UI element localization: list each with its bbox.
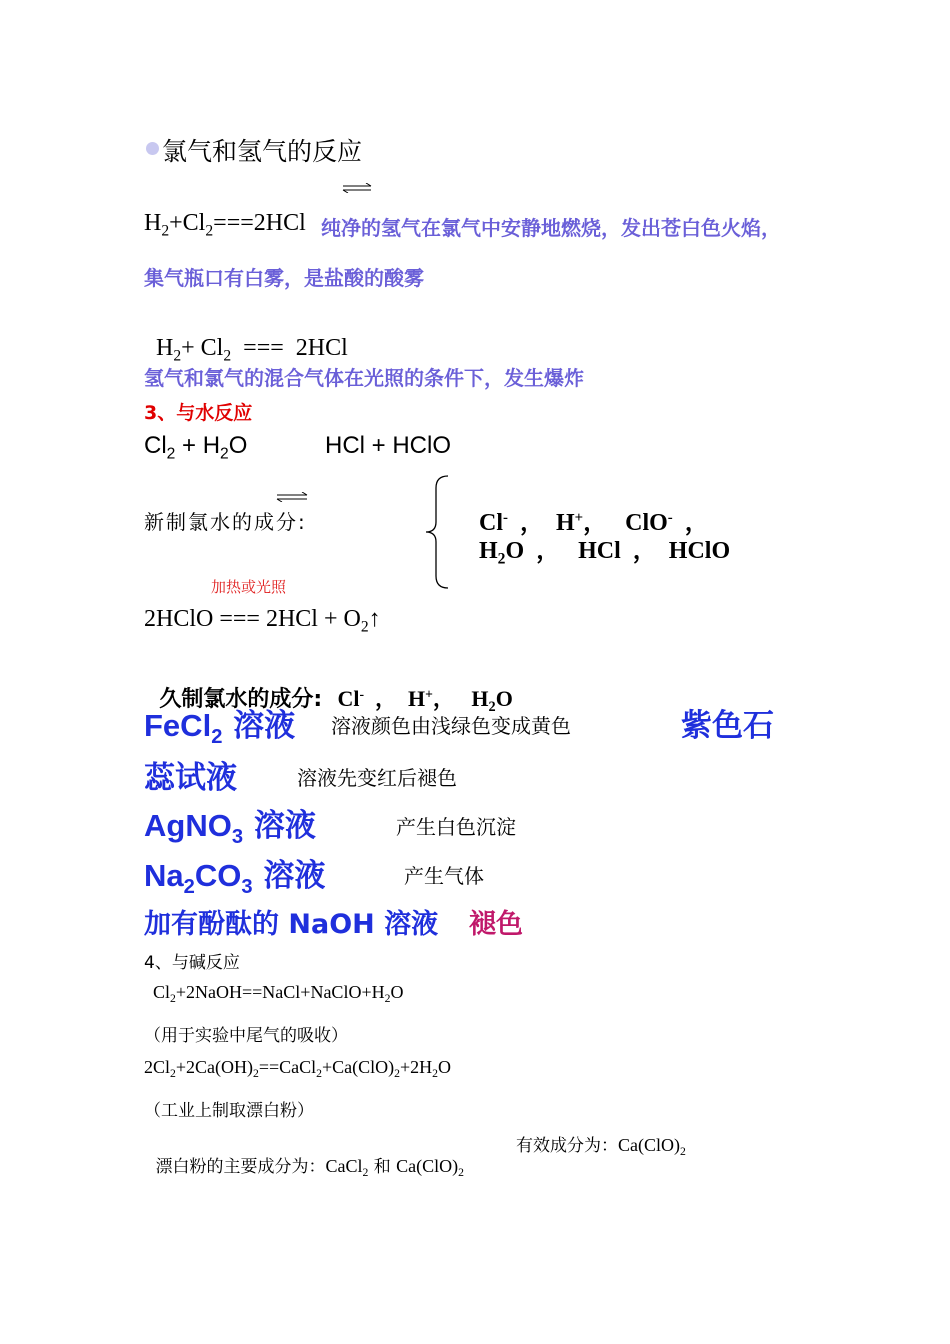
equation-decomposition: 2HClO === $2HCl + O_2↑$ — [144, 606, 381, 636]
condition-label: 加热或光照 — [211, 578, 287, 596]
bullet-icon — [146, 142, 159, 155]
fresh-components-row2: $H_2O$ ， HCl ， HClO — [479, 538, 731, 568]
na2co3-solution-label: $Na_2CO_3$ 溶液 — [144, 858, 326, 899]
naoh-phenolphthalein-label: 加有酚酞的 NaOH 溶液 — [144, 909, 439, 940]
equation-calcium-hydroxide: $2Cl_2+2Ca(OH)_2==CaCl_2+Ca(ClO)_2+2H_2O$ — [144, 1057, 451, 1081]
section-3-title: 3、与水反应 — [144, 402, 253, 424]
section-heading-h2-reaction: 氯气和氢气的反应 — [162, 137, 363, 166]
litmus-result: 溶液先变红后褪色 — [297, 766, 457, 790]
fecl2-solution-label: FeCl$_2$ 溶液 — [144, 708, 296, 749]
equation-light: $H_2+ Cl_2$ === 2HCl — [156, 335, 348, 365]
agno3-solution-label: AgNO$_3$ 溶液 — [144, 808, 316, 849]
section-4-title: 4、与碱反应 — [144, 953, 240, 973]
equilibrium-arrow-icon — [276, 487, 308, 497]
burning-description-line2: 集气瓶口有白雾，是盐酸的酸雾 — [144, 266, 424, 290]
agno3-result: 产生白色沉淀 — [396, 815, 516, 839]
old-chlorine-water-components: 久制氯水的成分: Cl- ， H+， $H_2O$ — [159, 686, 513, 715]
bleaching-powder-effective: 有效成分为：$Ca(ClO)_2$ — [516, 1135, 686, 1159]
equation-water-products: HCl + HClO — [325, 432, 452, 459]
naoh-note: （用于实验中尾气的吸收） — [144, 1026, 348, 1046]
equilibrium-arrow-icon — [342, 178, 372, 188]
bleaching-powder-composition: 漂白粉的主要成分为：CaCl$_2$ 和 $Ca(ClO)_2$ — [155, 1156, 464, 1180]
litmus-label-part2: 蕊试液 — [144, 760, 237, 796]
naoh-phenolphthalein-result: 褪色 — [469, 909, 523, 940]
left-brace-icon — [422, 474, 452, 590]
equation-naoh: $Cl_2+2NaOH==NaCl+NaClO+H_2O$ — [153, 982, 404, 1006]
fresh-chlorine-water-label: 新制氯水的成分: — [144, 510, 307, 534]
light-description: 氢气和氯气的混合气体在光照的条件下，发生爆炸 — [144, 366, 584, 390]
fecl2-result: 溶液颜色由浅绿色变成黄色 — [331, 714, 571, 738]
calcium-hydroxide-note: （工业上制取漂白粉） — [144, 1101, 314, 1121]
na2co3-result: 产生气体 — [404, 864, 484, 888]
burning-description-line1: 纯净的氢气在氯气中安静地燃烧，发出苍白色火焰， — [321, 216, 781, 240]
equation-burning: $H_2+Cl_2===2HCl$ — [144, 210, 306, 240]
equation-water: $Cl_2 + H_2O$ — [144, 432, 248, 463]
litmus-label-part1: 紫色石 — [681, 708, 774, 744]
fresh-components-row1: Cl- ， H+， ClO- ， — [479, 509, 709, 536]
